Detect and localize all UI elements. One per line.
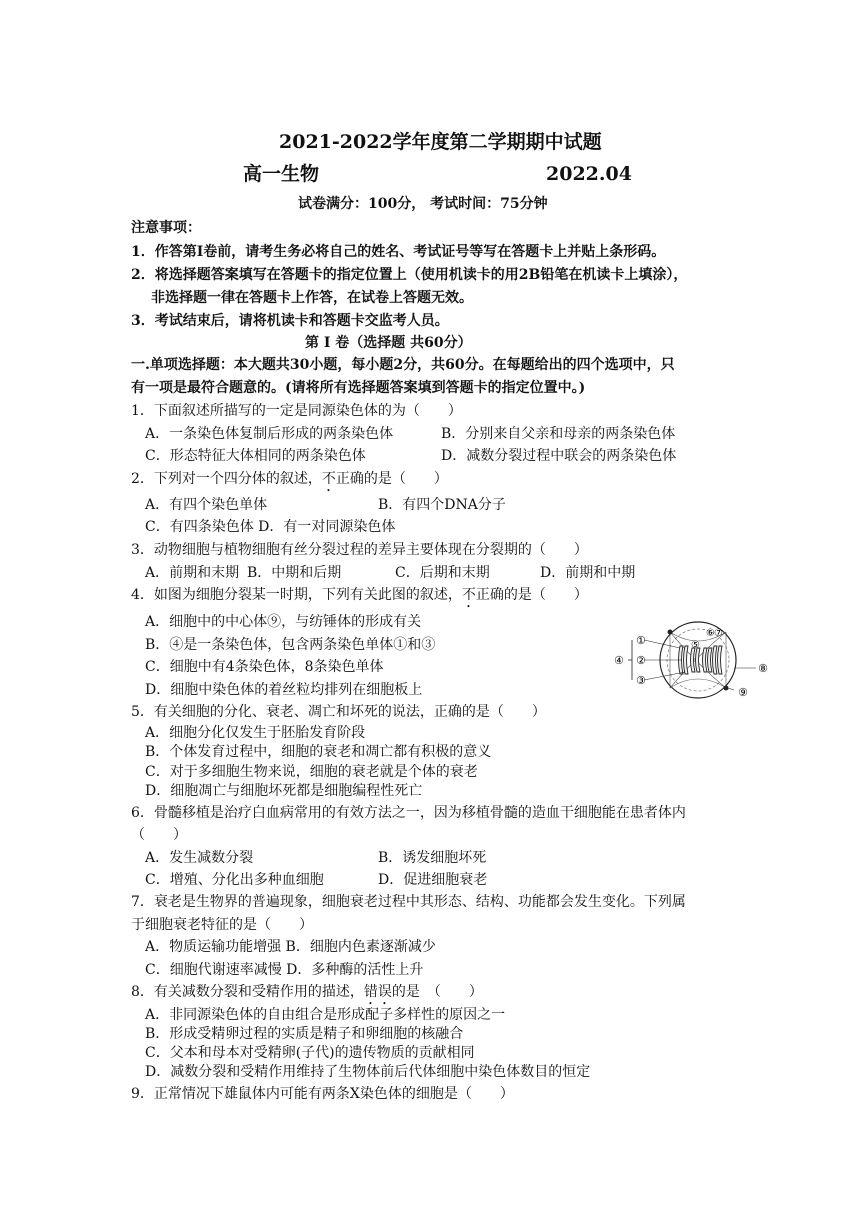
q4-option-b: B．④是一条染色体，包含两条染色单体①和③	[145, 637, 436, 653]
notice-item-2: 2．将选择题答案填写在答题卡的指定位置上（使用机读卡的用2B铅笔在机读卡上填涂），	[131, 267, 688, 283]
q8-emphasis-mark: 错误	[363, 984, 392, 1000]
score-info: 试卷满分：100分， 考试时间：75分钟	[298, 196, 548, 212]
q3-stem: 3．动物细胞与植物细胞有丝分裂过程的差异主要体现在分裂期的（ ）	[131, 542, 588, 558]
q4-emphasis-mark: 不	[461, 587, 476, 603]
q3-option-a: A．前期和末期	[145, 565, 240, 581]
q5-option-a: A．细胞分化仅发生于胚胎发育阶段	[145, 725, 366, 741]
pointer-9	[728, 688, 734, 690]
q2-option-b: B．有四个DNA分子	[378, 497, 506, 513]
label-4: ④	[614, 654, 624, 667]
q4-option-d: D．细胞中染色体的着丝粒均排列在细胞板上	[145, 682, 423, 698]
q5-stem: 5．有关细胞的分化、衰老、凋亡和坏死的说法，正确的是（ ）	[131, 704, 546, 720]
label-8: ⑧	[758, 662, 768, 675]
q5-option-d: D．细胞凋亡与细胞坏死都是细胞编程性死亡	[145, 783, 423, 799]
notice-item-3: 3．考试结束后，请将机读卡和答题卡交监考人员。	[131, 313, 449, 329]
q1-option-d: D．减数分裂过程中联会的两条染色体	[441, 448, 677, 464]
section-title: 第 Ⅰ 卷（选择题 共60分）	[305, 335, 472, 351]
q8-stem: 8．有关减数分裂和受精作用的描述，错误的是 （ ）	[131, 984, 483, 1000]
q7-option-cd: C．细胞代谢速率减慢 D．多种酶的活性上升	[145, 962, 424, 978]
q8-option-a: A．非同源染色体的自由组合是形成配子多样性的原因之一	[145, 1007, 506, 1023]
q6-stem-cont: （ ）	[131, 827, 187, 843]
q2-stem: 2．下列对一个四分体的叙述，不正确的是（ ）	[131, 471, 448, 487]
chromosomes	[679, 646, 723, 674]
subject-label: 高一生物	[243, 163, 320, 185]
notice-item-2-cont: 非选择题一律在答题卡上作答，在试卷上答题无效。	[151, 290, 473, 306]
q8-option-b: B．形成受精卵过程的实质是精子和卵细胞的核融合	[145, 1026, 464, 1042]
notice-item-1: 1．作答第Ⅰ卷前，请考生务必将自己的姓名、考试证号等写在答题卡上并贴上条形码。	[131, 244, 666, 260]
q4-stem: 4．如图为细胞分裂某一时期，下列有关此图的叙述，不正确的是（ ）	[131, 587, 588, 603]
label-2: ②	[636, 654, 646, 667]
q2-emphasis-mark: 不	[321, 471, 336, 487]
q2-option-a: A．有四个染色单体	[145, 497, 268, 513]
label-9: ⑨	[738, 686, 748, 699]
q1-option-c: C．形态特征大体相同的两条染色体	[145, 448, 366, 464]
label-7: ⑦	[714, 628, 723, 639]
q7-stem-cont: 于细胞衰老特征的是（ ）	[131, 917, 313, 933]
notice-heading: 注意事项：	[131, 220, 201, 236]
q5-option-b: B．个体发育过程中，细胞的衰老和凋亡都有积极的意义	[145, 744, 492, 760]
section-instruction-2: 有一项是最符合题意的。(请将所有选择题答案填到答题卡的指定位置中。)	[131, 380, 586, 396]
q6-option-a: A．发生减数分裂	[145, 850, 254, 866]
q6-option-c: C．增殖、分化出多种血细胞	[145, 872, 324, 888]
exam-title: 2021-2022学年度第二学期期中试题	[279, 131, 602, 153]
centriole-top	[668, 630, 673, 635]
q5-option-c: C．对于多细胞生物来说，细胞的衰老就是个体的衰老	[145, 764, 478, 780]
q1-option-b: B．分别来自父亲和母亲的两条染色体	[441, 426, 676, 442]
label-3: ③	[636, 674, 646, 687]
q1-option-a: A．一条染色体复制后形成的两条染色体	[145, 426, 394, 442]
q8-option-d: D．减数分裂和受精作用维持了生物体前后代体细胞中染色体数目的恒定	[145, 1064, 591, 1080]
label-1: ①	[636, 634, 646, 647]
q7-option-ab: A．物质运输功能增强 B．细胞内色素逐渐减少	[145, 939, 436, 955]
cell-division-figure	[610, 620, 782, 700]
centriole-bottom	[724, 686, 729, 691]
q2-option-cd: C．有四条染色体 D．有一对同源染色体	[145, 519, 396, 535]
label-6: ⑥	[706, 628, 715, 639]
q9-stem: 9．正常情况下雄鼠体内可能有两条X染色体的细胞是（ ）	[131, 1086, 514, 1102]
section-instruction-1: 一.单项选择题：本大题共30小题，每小题2分，共60分。在每题给出的四个选项中，只	[131, 357, 675, 373]
q6-option-d: D．促进细胞衰老	[378, 872, 488, 888]
q3-option-b: B．中期和后期	[247, 565, 342, 581]
q8-option-c: C．父本和母本对受精卵(子代)的遗传物质的贡献相同	[145, 1045, 475, 1061]
q4-option-c: C．细胞中有4条染色体，8条染色单体	[145, 659, 384, 675]
label-5: ⑤	[691, 640, 700, 651]
q4-option-a: A．细胞中的中心体⑨，与纺锤体的形成有关	[145, 614, 422, 630]
q6-option-b: B．诱发细胞坏死	[378, 850, 487, 866]
bracket-4	[628, 640, 632, 680]
q3-option-c: C．后期和末期	[395, 565, 490, 581]
q3-option-d: D．前期和中期	[540, 565, 636, 581]
q6-stem: 6．骨髓移植是治疗白血病常用的有效方法之一，因为移植骨髓的造血干细胞能在患者体内	[131, 805, 686, 821]
exam-date: 2022.04	[546, 163, 632, 185]
q7-stem: 7．衰老是生物界的普遍现象，细胞衰老过程中其形态、结构、功能都会发生变化。下列属	[131, 894, 686, 910]
q1-stem: 1．下面叙述所描写的一定是同源染色体的为（ ）	[131, 403, 462, 419]
